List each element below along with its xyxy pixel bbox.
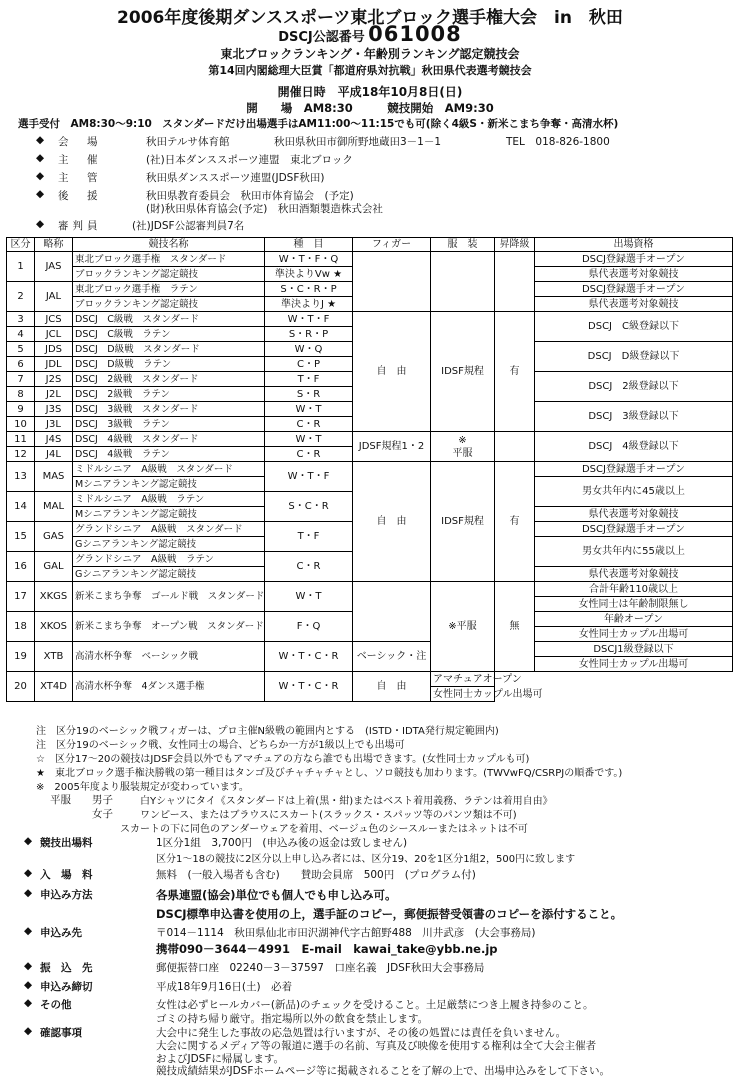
dress-female-text: ワンピース、またはブラウスにスカート(スラックス・スパッツ等のパンツ類は不可) bbox=[140, 810, 517, 821]
cell-abbr: XT4D bbox=[35, 672, 73, 702]
cell-event: 準決よりJ ★ bbox=[265, 297, 353, 312]
info-value: (社)JDSF公認審判員7名 bbox=[132, 220, 245, 232]
cell-no: 10 bbox=[7, 417, 35, 432]
cell-name: 新米こまち争奪 ゴールド戦 スタンダード bbox=[73, 582, 265, 612]
dress-male-text: 白Yシャツにタイ《スタンダードは上着(黒・紺)またはベスト着用義務、ラテンは着用自由》 bbox=[140, 796, 553, 807]
cell-name: ミドルシニア A級戦 ラテン bbox=[73, 492, 265, 507]
cell-dress: ※平服 bbox=[431, 582, 495, 672]
cell-no: 5 bbox=[7, 342, 35, 357]
cell-name: DSCJ D級戦 スタンダード bbox=[73, 342, 265, 357]
cell-figure: 自 由 bbox=[353, 672, 431, 702]
diamond-icon: ◆ bbox=[24, 925, 33, 937]
cell-figure-blank bbox=[353, 252, 431, 312]
cell-qual: 女性同士カップル出場可 bbox=[535, 657, 733, 672]
cell-name: Mシニアランキング認定競技 bbox=[73, 477, 265, 492]
cell-name: DSCJ 2級戦 スタンダード bbox=[73, 372, 265, 387]
table-row bbox=[7, 642, 733, 657]
cell-name: 東北ブロック選手権 ラテン bbox=[73, 282, 265, 297]
cell-abbr: GAL bbox=[35, 552, 73, 582]
venue-address: 秋田県秋田市御所野地蔵田3－1－1 bbox=[274, 136, 442, 148]
cell-abbr: J3S bbox=[35, 402, 73, 417]
cell-name: 高清水杯争奪 4ダンス選手権 bbox=[73, 672, 265, 702]
cell-no: 12 bbox=[7, 447, 35, 462]
cell-abbr: JCL bbox=[35, 327, 73, 342]
events-table bbox=[6, 237, 733, 702]
cell-grade: 有 bbox=[495, 462, 535, 582]
note-line: 注 区分19のベーシック戦フィガーは、プロ主催N級戦の範囲内とする (ISTD・IDTA発行規定範囲内) bbox=[36, 726, 499, 737]
info-value: (社)日本ダンススポーツ連盟 東北ブロック bbox=[146, 154, 353, 166]
cell-qual: DSCJ 4級登録以下 bbox=[535, 432, 733, 462]
note-line: ※ 2005年度より服装規定が変わっています。 bbox=[36, 782, 249, 793]
col-header: 出場資格 bbox=[535, 238, 733, 252]
cell-qual: DSCJ登録選手オープン bbox=[535, 282, 733, 297]
info-value: 秋田テルサ体育館 bbox=[146, 136, 230, 148]
cell-figure: 自 由 bbox=[353, 462, 431, 582]
table-row bbox=[7, 312, 733, 327]
col-header: 略称 bbox=[35, 238, 73, 252]
diamond-icon: ◆ bbox=[36, 188, 45, 200]
section-value-2: 携帯090－3644－4991 E-mail kawai_take@ybb.ne.jp bbox=[156, 942, 498, 956]
table-row bbox=[7, 582, 733, 597]
cell-qual: 男女共年内に55歳以上 bbox=[535, 537, 733, 567]
cell-event: W・T bbox=[265, 582, 353, 612]
cell-event: W・T・F bbox=[265, 312, 353, 327]
cell-qual: 県代表選考対象競技 bbox=[535, 507, 733, 522]
cell-qual: 合計年齢110歳以上 bbox=[535, 582, 733, 597]
dress-male-label: 男子 bbox=[92, 794, 113, 806]
cell-no: 1 bbox=[7, 252, 35, 282]
info-value: 秋田県ダンススポーツ連盟(JDSF秋田) bbox=[146, 172, 325, 184]
section-value: 女性は必ずヒールカバー(新品)のチェックを受けること。土足厳禁につき上履き持参のこと。 bbox=[156, 999, 594, 1011]
page-title: 2006年度後期ダンススポーツ東北ブロック選手権大会 in 秋田 bbox=[117, 8, 623, 28]
cell-no: 15 bbox=[7, 522, 35, 552]
dress-female-label: 女子 bbox=[92, 808, 113, 820]
col-header: 競技名称 bbox=[73, 238, 265, 252]
cell-event: C・R bbox=[265, 447, 353, 462]
diamond-icon: ◆ bbox=[36, 134, 45, 146]
subtitle-prefecture: 第14回内閣総理大臣賞「都道府県対抗戦」秋田県代表選考競技会 bbox=[208, 64, 532, 77]
section-key: 申込み方法 bbox=[40, 889, 93, 901]
cell-abbr: J4S bbox=[35, 432, 73, 447]
cell-event: S・R bbox=[265, 387, 353, 402]
cell-no: 11 bbox=[7, 432, 35, 447]
diamond-icon: ◆ bbox=[36, 218, 45, 230]
info-key: 会 場 bbox=[58, 136, 102, 148]
info-key: 主 管 bbox=[58, 172, 102, 184]
cell-dress bbox=[431, 432, 495, 462]
cell-figure: JDSF規程1・2 bbox=[353, 432, 431, 462]
cell-event: S・C・R・P bbox=[265, 282, 353, 297]
section-value: 平成18年9月16日(土) 必着 bbox=[156, 981, 293, 993]
cell-qual: 女性同士カップル出場可 bbox=[431, 687, 495, 702]
cell-event: C・P bbox=[265, 357, 353, 372]
diamond-icon: ◆ bbox=[24, 960, 33, 972]
subtitle-ranking: 東北ブロックランキング・年齢別ランキング認定競技会 bbox=[220, 47, 520, 61]
cell-name: 高清水杯争奪 ベーシック戦 bbox=[73, 642, 265, 672]
cell-qual: 女性同士カップル出場可 bbox=[535, 627, 733, 642]
col-header: 服 装 bbox=[431, 238, 495, 252]
cell-event: W・T・C・R bbox=[265, 642, 353, 672]
cell-name: DSCJ 4級戦 ラテン bbox=[73, 447, 265, 462]
cell-no: 7 bbox=[7, 372, 35, 387]
cell-name: DSCJ C級戦 スタンダード bbox=[73, 312, 265, 327]
cell-name: 新米こまち争奪 オープン戦 スタンダード bbox=[73, 612, 265, 642]
cell-qual: 県代表選考対象競技 bbox=[535, 267, 733, 282]
cell-name: ブロックランキング認定競技 bbox=[73, 297, 265, 312]
diamond-icon: ◆ bbox=[24, 1025, 33, 1037]
diamond-icon: ◆ bbox=[36, 170, 45, 182]
cell-name: ミドルシニア A級戦 スタンダード bbox=[73, 462, 265, 477]
cell-abbr: MAS bbox=[35, 462, 73, 492]
section-value-2: ゴミの持ち帰り厳守。指定場所以外の飲食を禁止します。 bbox=[156, 1013, 429, 1025]
cell-name: DSCJ 4級戦 スタンダード bbox=[73, 432, 265, 447]
cell-abbr: XKGS bbox=[35, 582, 73, 612]
diamond-icon: ◆ bbox=[24, 997, 33, 1009]
section-value: 無料 (一般入場者も含む) 賛助会員席 500円 (プログラム付) bbox=[156, 869, 476, 881]
cell-name: DSCJ C級戦 ラテン bbox=[73, 327, 265, 342]
sanction-value: 061008 bbox=[368, 22, 462, 46]
note-line: ★ 東北ブロック選手権決勝戦の第一種目はタンゴ及びチャチャチャとし、ソロ競技も加わります。(TWVwFQ/CSRPJの順番です。) bbox=[36, 768, 623, 779]
cell-dress: IDSF規程 bbox=[431, 312, 495, 432]
cell-no: 6 bbox=[7, 357, 35, 372]
cell-qual: 男女共年内に45歳以上 bbox=[535, 477, 733, 507]
cell-qual: DSCJ1級登録以下 bbox=[535, 642, 733, 657]
event-date: 開催日時 平成18年10月8日(日) bbox=[277, 85, 463, 99]
table-row bbox=[7, 252, 733, 267]
col-header: 種 目 bbox=[265, 238, 353, 252]
cell-qual: 年齢オープン bbox=[535, 612, 733, 627]
section-value-2: DSCJ標準申込書を使用の上，選手証のコピー，郵便振替受領書のコピーを添付すること。 bbox=[156, 907, 623, 921]
cell-qual: アマチュアオープン bbox=[431, 672, 495, 687]
cell-name: DSCJ 2級戦 ラテン bbox=[73, 387, 265, 402]
cell-qual: DSCJ C級登録以下 bbox=[535, 312, 733, 342]
cell-grade: 無 bbox=[495, 582, 535, 672]
cell-abbr: J4L bbox=[35, 447, 73, 462]
diamond-icon: ◆ bbox=[24, 979, 33, 991]
event-time: 開 場 AM8:30 競技開始 AM9:30 bbox=[246, 101, 494, 115]
cell-qual: DSCJ D級登録以下 bbox=[535, 342, 733, 372]
cell-qual: DSCJ登録選手オープン bbox=[535, 252, 733, 267]
section-value: 大会中に発生した事故の応急処置は行いますが、その後の処置には責任を負いません。 bbox=[156, 1027, 567, 1039]
section-value: 〒014－1114 秋田県仙北市田沢湖神代字古館野488 川井武彦 (大会事務局) bbox=[156, 927, 536, 939]
info-key: 主 催 bbox=[58, 154, 102, 166]
note-line: ☆ 区分17～20の競技はJDSF会員以外でもアマチュアの方なら誰でも出場できます。(女性同士カップルも可) bbox=[36, 754, 530, 765]
cell-event: T・F bbox=[265, 522, 353, 552]
diamond-icon: ◆ bbox=[24, 835, 33, 847]
section-key: 振 込 先 bbox=[40, 962, 93, 974]
cell-event: C・R bbox=[265, 552, 353, 582]
cell-abbr: JDL bbox=[35, 357, 73, 372]
cell-name: グランドシニア A級戦 ラテン bbox=[73, 552, 265, 567]
cell-abbr: JAS bbox=[35, 252, 73, 282]
cell-no: 16 bbox=[7, 552, 35, 582]
section-value-4: 競技成績結果がJDSFホームページ等に掲載されることを了解の上で、出場申込みをして下さい。 bbox=[156, 1065, 610, 1077]
cell-qual: DSCJ 2級登録以下 bbox=[535, 372, 733, 402]
col-header: フィガー bbox=[353, 238, 431, 252]
cell-abbr: J2S bbox=[35, 372, 73, 387]
cell-figure-blank bbox=[353, 582, 431, 642]
table-row bbox=[7, 672, 733, 687]
cell-event: C・R bbox=[265, 417, 353, 432]
table-header bbox=[7, 238, 733, 252]
col-header: 昇降級 bbox=[495, 238, 535, 252]
cell-no: 13 bbox=[7, 462, 35, 492]
cell-name: Gシニアランキング認定競技 bbox=[73, 537, 265, 552]
cell-grade-blank bbox=[495, 252, 535, 312]
cell-dress: IDSF規程 bbox=[431, 462, 495, 582]
cell-no: 18 bbox=[7, 612, 35, 642]
cell-no: 2 bbox=[7, 282, 35, 312]
section-key: 申込み締切 bbox=[40, 981, 93, 993]
cell-figure: ベーシック・注 bbox=[353, 642, 431, 672]
cell-no: 19 bbox=[7, 642, 35, 672]
section-value-2: 区分1～18の競技に2区分以上申し込み者には、区分19、20を1区分1組2，500円に致します bbox=[156, 854, 576, 865]
venue-tel: TEL 018-826-1800 bbox=[506, 136, 610, 148]
info-key: 審判員 bbox=[58, 220, 102, 232]
section-value-3: およびJDSFに帰属します。 bbox=[156, 1053, 285, 1065]
cell-qual: 女性同士は年齢制限無し bbox=[535, 597, 733, 612]
cell-no: 8 bbox=[7, 387, 35, 402]
cell-event: W・T・F・Q bbox=[265, 252, 353, 267]
cell-dress-blank bbox=[431, 252, 495, 312]
cell-name: Gシニアランキング認定競技 bbox=[73, 567, 265, 582]
cell-grade: 有 bbox=[495, 312, 535, 432]
cell-no: 4 bbox=[7, 327, 35, 342]
cell-event: 準決よりVw ★ bbox=[265, 267, 353, 282]
dress-female-text-2: スカートの下に同色のアンダーウェアを着用、ベージュ色のシースルーまたはネットは不可 bbox=[120, 824, 528, 835]
section-key: 入 場 料 bbox=[40, 869, 93, 881]
cell-abbr: JCS bbox=[35, 312, 73, 327]
cell-event: T・F bbox=[265, 372, 353, 387]
cell-abbr: J3L bbox=[35, 417, 73, 432]
section-value: 1区分1組 3,700円 (申込み後の返金は致しません) bbox=[156, 837, 408, 849]
cell-event: F・Q bbox=[265, 612, 353, 642]
cell-event: W・T bbox=[265, 402, 353, 417]
cell-no: 14 bbox=[7, 492, 35, 522]
sanction-label: DSCJ公認番号 bbox=[278, 30, 365, 45]
section-value: 郵便振替口座 02240－3－37597 口座名義 JDSF秋田大会事務局 bbox=[156, 962, 485, 974]
cell-no: 17 bbox=[7, 582, 35, 612]
cell-qual: DSCJ 3級登録以下 bbox=[535, 402, 733, 432]
cell-event: W・T・F bbox=[265, 462, 353, 492]
diamond-icon: ◆ bbox=[24, 867, 33, 879]
dress-label: 平服 bbox=[50, 794, 71, 806]
cell-name: グランドシニア A級戦 スタンダード bbox=[73, 522, 265, 537]
section-key: 申込み先 bbox=[40, 927, 82, 939]
cell-abbr: GAS bbox=[35, 522, 73, 552]
cell-name: ブロックランキング認定競技 bbox=[73, 267, 265, 282]
info-key: 後 援 bbox=[58, 190, 102, 202]
cell-name: DSCJ 3級戦 スタンダード bbox=[73, 402, 265, 417]
cell-no: 3 bbox=[7, 312, 35, 327]
table-row bbox=[7, 462, 733, 477]
section-key: その他 bbox=[40, 999, 72, 1011]
info-value: 秋田県教育委員会 秋田市体育協会 (予定) bbox=[146, 190, 354, 202]
cell-figure: 自 由 bbox=[353, 312, 431, 432]
cell-event: W・T・C・R bbox=[265, 672, 353, 702]
cell-qual: DSCJ登録選手オープン bbox=[535, 462, 733, 477]
cell-event: W・T bbox=[265, 432, 353, 447]
cell-event: S・R・P bbox=[265, 327, 353, 342]
cell-qual: 県代表選考対象競技 bbox=[535, 297, 733, 312]
dress-plain: 平服 bbox=[452, 447, 473, 459]
cell-event: S・C・R bbox=[265, 492, 353, 522]
diamond-icon: ◆ bbox=[36, 152, 45, 164]
section-key: 競技出場料 bbox=[40, 837, 93, 849]
cell-abbr: XKOS bbox=[35, 612, 73, 642]
cell-event: W・Q bbox=[265, 342, 353, 357]
note-mark: ※ bbox=[458, 434, 467, 446]
cell-qual: DSCJ登録選手オープン bbox=[535, 522, 733, 537]
cell-name: Mシニアランキング認定競技 bbox=[73, 507, 265, 522]
diamond-icon: ◆ bbox=[24, 887, 33, 899]
col-header: 区分 bbox=[7, 238, 35, 252]
note-line: 注 区分19のベーシック戦、女性同士の場合、どちらか一方が1級以上でも出場可 bbox=[36, 740, 405, 751]
section-key: 確認事項 bbox=[40, 1027, 82, 1039]
cell-name: 東北ブロック選手権 スタンダード bbox=[73, 252, 265, 267]
sanction-number bbox=[0, 22, 740, 46]
cell-name: DSCJ D級戦 ラテン bbox=[73, 357, 265, 372]
cell-abbr: JDS bbox=[35, 342, 73, 357]
info-value: (財)秋田県体育協会(予定) 秋田酒類製造株式会社 bbox=[146, 203, 383, 215]
cell-abbr: JAL bbox=[35, 282, 73, 312]
section-value: 各県連盟(協会)単位でも個人でも申し込み可。 bbox=[156, 888, 397, 902]
cell-abbr: XTB bbox=[35, 642, 73, 672]
cell-abbr: J2L bbox=[35, 387, 73, 402]
cell-abbr: MAL bbox=[35, 492, 73, 522]
cell-no: 9 bbox=[7, 402, 35, 417]
cell-qual: 県代表選考対象競技 bbox=[535, 567, 733, 582]
cell-grade-blank bbox=[495, 432, 535, 462]
reception-time: 選手受付 AM8:30～9:10 スタンダードだけ出場選手はAM11:00～11:15でも可(除く4級S・新米こまち争奪・高清水杯) bbox=[18, 118, 619, 130]
cell-name: DSCJ 3級戦 ラテン bbox=[73, 417, 265, 432]
section-value-2: 大会に関するメディア等の報道に選手の名前、写真及び映像を使用する権利は全て大会主催者 bbox=[156, 1040, 597, 1052]
cell-no: 20 bbox=[7, 672, 35, 702]
table-row bbox=[7, 432, 733, 447]
